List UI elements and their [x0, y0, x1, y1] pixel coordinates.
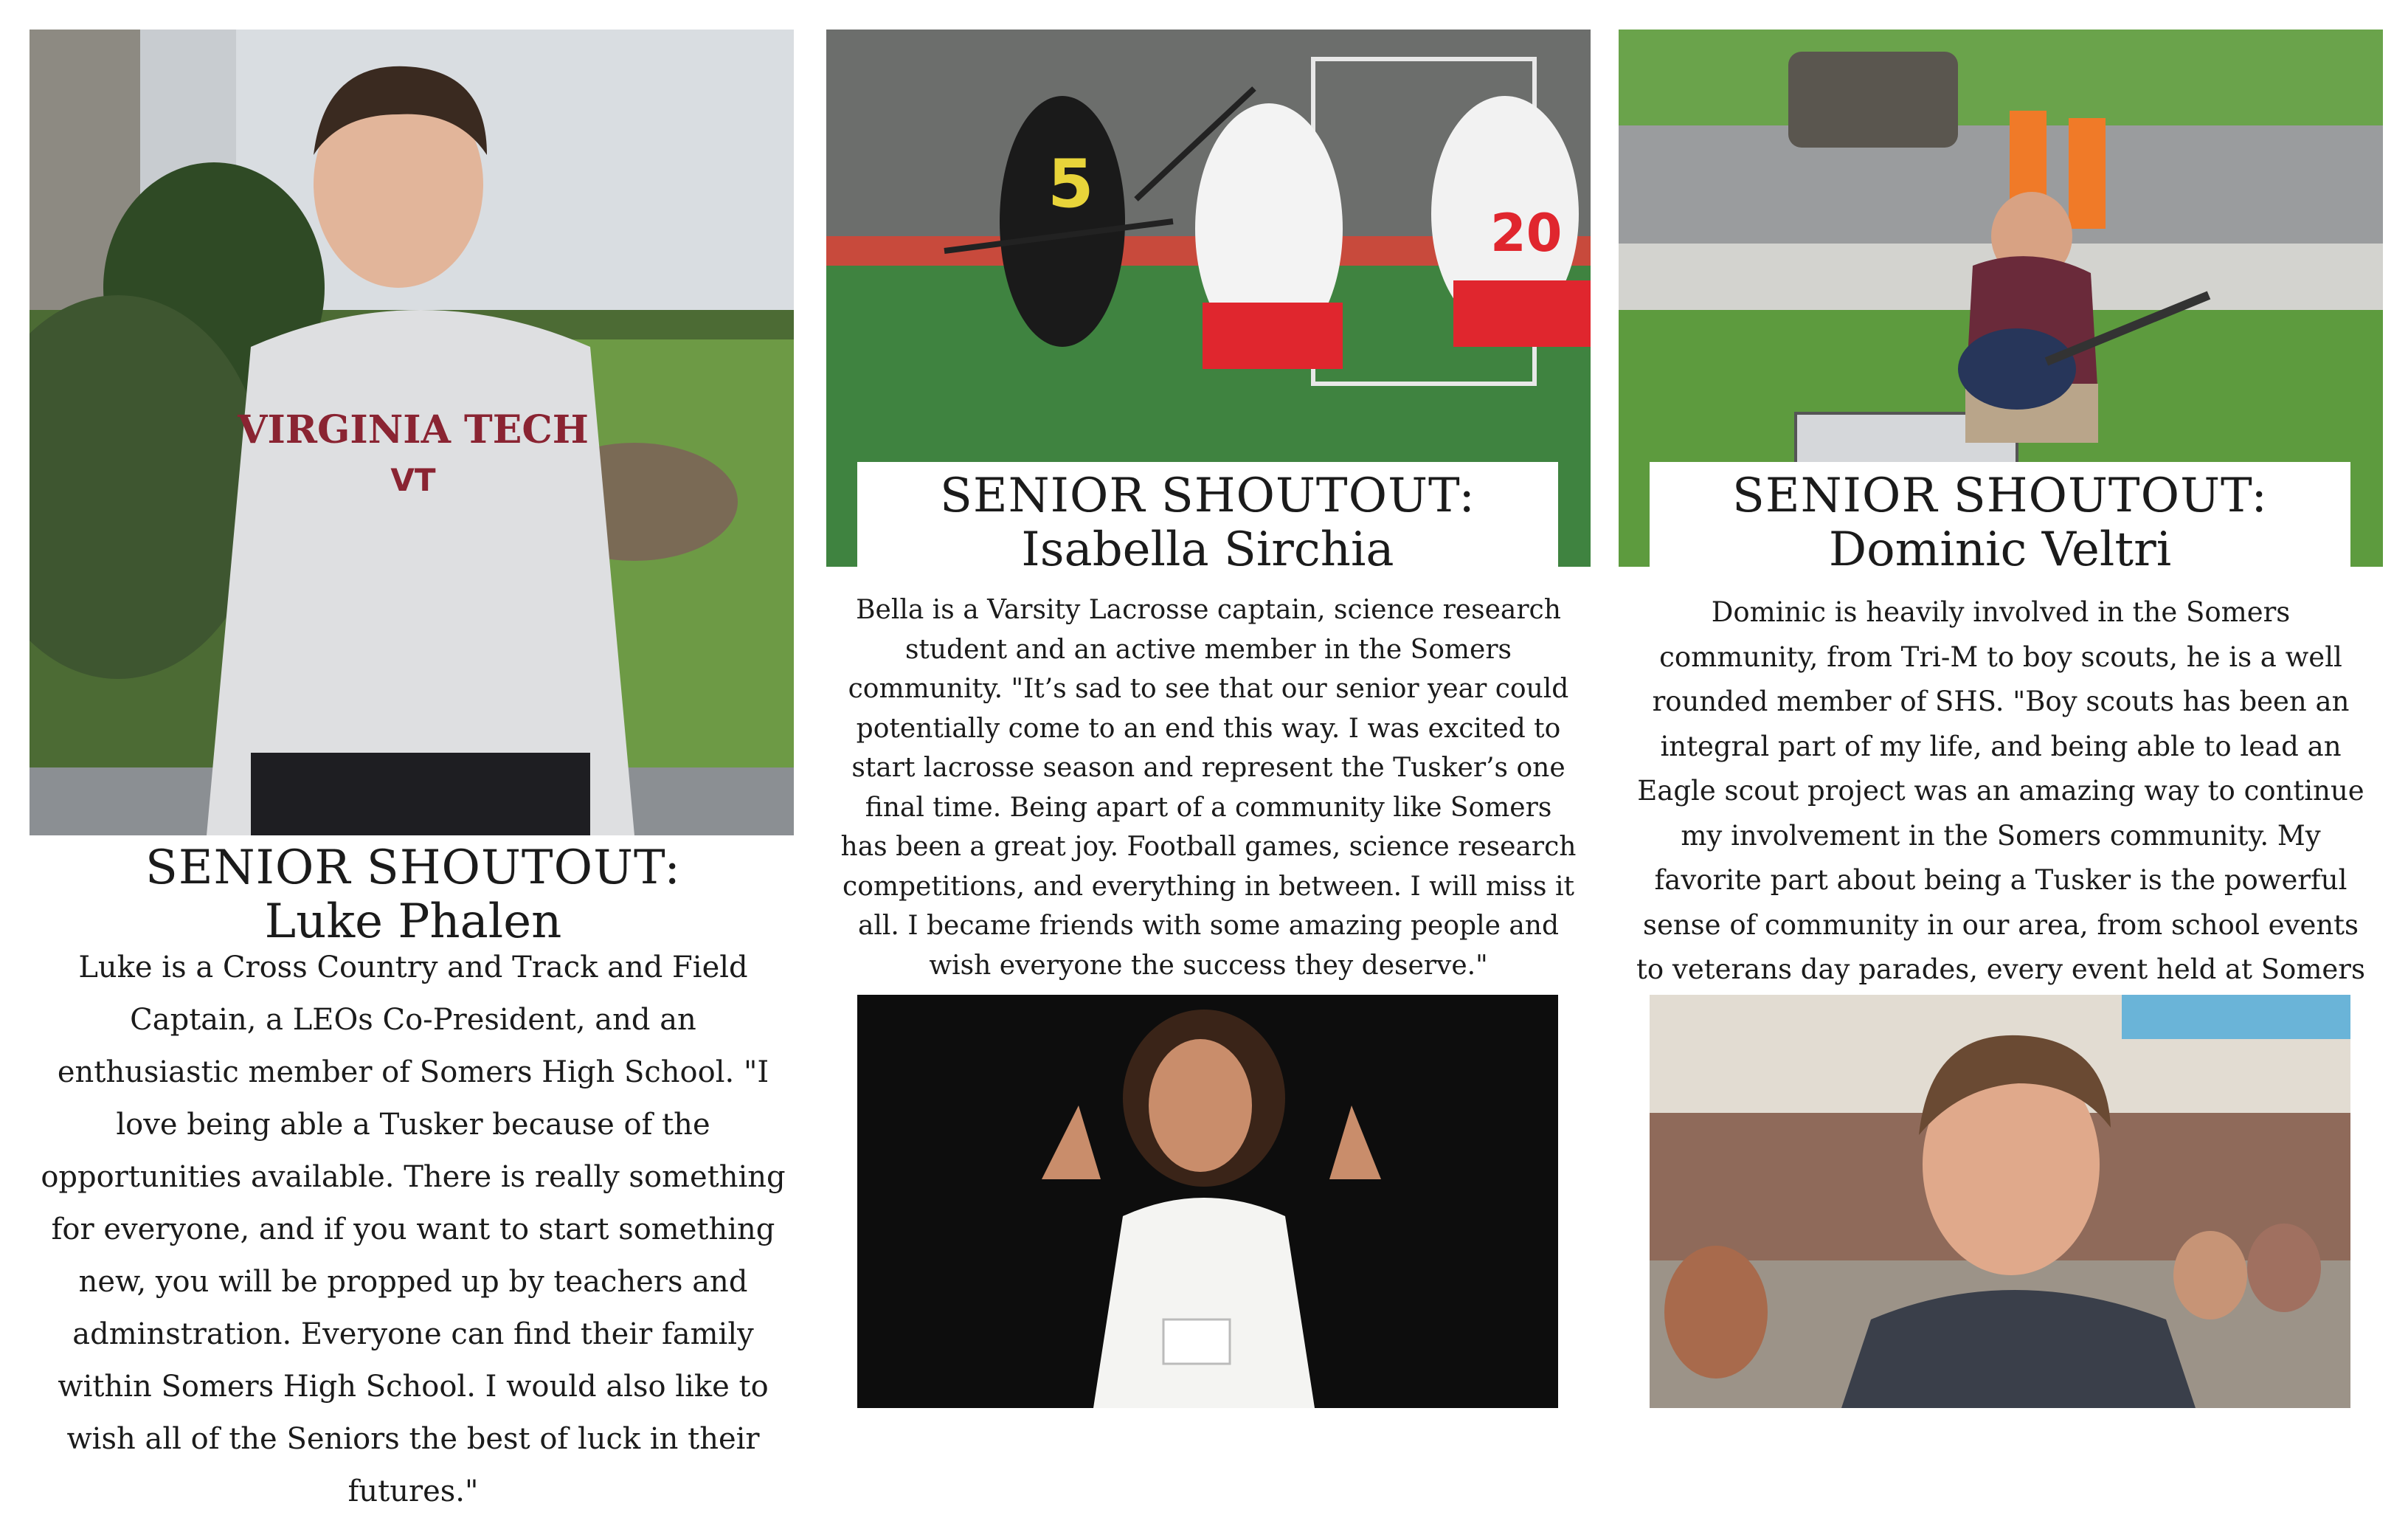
isabella-heading: SENIOR SHOUTOUT: — [940, 469, 1475, 523]
isabella-bio: Bella is a Varsity Lacrosse captain, science research student and an active member in the Somers community. "It’s sad to see that our senior year could potentially come to an end this way. I was excited to start lacrosse season and represent the Tusker’s one final time. Being apart of a community like Somers has been a great joy. Football games, science research competitions, and everything in between. I will miss it all. I became friends with some amazing people and wish everyone the success they deserve." — [840, 595, 1577, 981]
luke-heading: SENIOR SHOUTOUT: — [145, 841, 681, 895]
isabella-title-block — [857, 462, 1558, 587]
luke-bio: Luke is a Cross Country and Track and Field Captain, a LEOs Co-President, and an enthusiastic member of Somers High School. "I love being able a Tusker because of the opportunities available. There is really something for everyone, and if you want to start something new, you will be propped up by teachers and adminstration. Everyone can find their family within Somers High School. I would also like to wish all of the Seniors the best of luck in their futures." — [41, 951, 786, 1508]
player-jersey-number-white: 20 — [1490, 203, 1563, 263]
dominic-name: Dominic Veltri — [1828, 522, 2172, 577]
dominic-title-block — [1650, 462, 2350, 587]
dominic-bio: Dominic is heavily involved in the Somers community, from Tri-M to boy scouts, he is a well rounded member of SHS. "Boy scouts has been an integral part of my life, and being able to lead an Eagle scout project was an amazing way to continue my involvement in the Somers community. My favorite part about being a Tusker is the powerful sense of community in our area, from school events to veterans day parades, every event held at Somers — [1636, 596, 2365, 985]
player-jersey-number-black: 5 — [1048, 145, 1094, 223]
dominic-portrait-photo — [1650, 995, 2350, 1408]
hoodie-print-text: VIRGINIA TECH — [238, 407, 589, 452]
hoodie-logo-text: VT — [390, 462, 436, 498]
isabella-portrait-photo — [857, 995, 1558, 1408]
isabella-name: Isabella Sirchia — [1021, 522, 1394, 577]
dominic-heading: SENIOR SHOUTOUT: — [1732, 469, 2268, 523]
luke-name: Luke Phalen — [264, 894, 562, 949]
luke-title-block — [89, 841, 738, 949]
luke-photo — [30, 30, 794, 835]
